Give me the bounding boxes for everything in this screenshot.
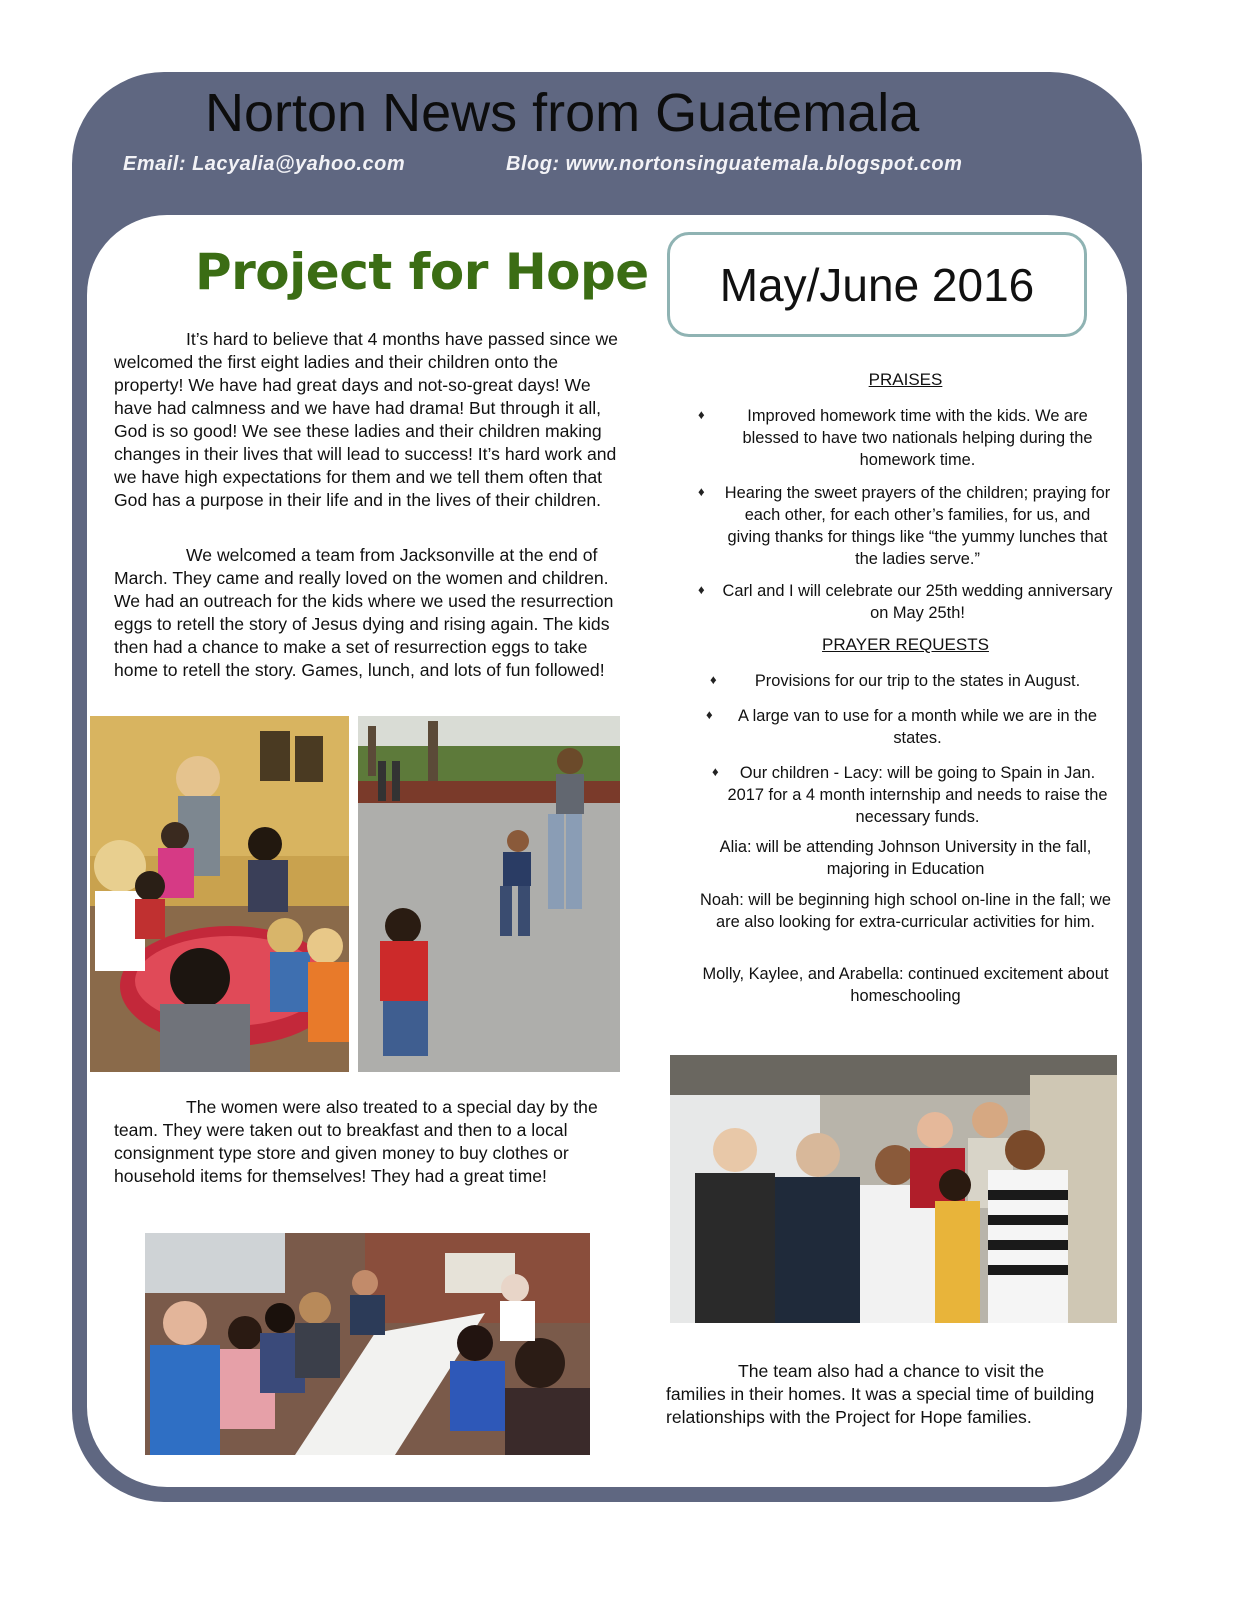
prayer-text: Our children - Lacy: will be going to Spain in Jan. 2017 for a 4 month internship and needs to raise the necessary funds. bbox=[727, 764, 1108, 826]
diamond-bullet-icon: ♦ bbox=[698, 484, 705, 499]
prayer-requests-heading: PRAYER REQUESTS bbox=[822, 635, 989, 654]
diamond-bullet-icon: ♦ bbox=[710, 672, 717, 687]
prayer-item bbox=[698, 762, 1113, 828]
team-paragraph bbox=[114, 544, 626, 682]
prayer-item bbox=[698, 705, 1113, 749]
family-note: Molly, Kaylee, and Arabella: continued excitement about homeschooling bbox=[702, 965, 1109, 1005]
praise-item bbox=[698, 405, 1113, 471]
women-text: The women were also treated to a special day by the team. They were taken out to breakfast and then to a local consignment type store and given money to buy clothes or household items for themselves! They had a great time! bbox=[114, 1097, 598, 1186]
family-note: Noah: will be beginning high school on-line in the fall; we are also looking for extra-curricular activities for him. bbox=[700, 891, 1111, 931]
praise-text: Carl and I will celebrate our 25th wedding anniversary on May 25th! bbox=[722, 582, 1113, 622]
team-text: We welcomed a team from Jacksonville at the end of March. They came and really loved on the women and children. We had an outreach for the kids where we used the resurrection eggs to retell the story of Jesus dying and rising again. The kids then had a chance to make a set of resurrection eggs to take home to retell the story. Games, lunch, and lots of fun followed! bbox=[114, 545, 614, 680]
praise-text: Improved homework time with the kids. We are blessed to have two nationals helping during the homework time. bbox=[742, 407, 1093, 469]
closing-text: The team also had a chance to visit the families in their homes. It was a special time of building relationships with the Project for Hope families. bbox=[666, 1361, 1095, 1427]
issue-date-box bbox=[667, 232, 1087, 337]
issue-date: May/June 2016 bbox=[719, 258, 1035, 311]
women-paragraph bbox=[114, 1096, 626, 1188]
diamond-bullet-icon: ♦ bbox=[712, 764, 719, 779]
diamond-bullet-icon: ♦ bbox=[698, 407, 705, 422]
praise-item bbox=[698, 580, 1113, 624]
email-line: Email: Lacyalia@yahoo.com bbox=[123, 153, 406, 175]
photo-breakfast bbox=[145, 1233, 590, 1455]
blog-line: Blog: www.nortonsinguatemala.blogspot.com bbox=[506, 153, 963, 175]
photo-group-portrait bbox=[670, 1055, 1117, 1323]
prayer-text: Provisions for our trip to the states in August. bbox=[754, 672, 1081, 690]
diamond-bullet-icon: ♦ bbox=[698, 582, 705, 597]
praise-item bbox=[698, 482, 1113, 570]
newsletter-title: Norton News from Guatemala bbox=[205, 83, 920, 143]
photo-outdoor-game bbox=[358, 716, 620, 1072]
photo-kids-crafts bbox=[90, 716, 349, 1072]
praises-heading: PRAISES bbox=[868, 370, 943, 389]
prayer-item bbox=[698, 670, 1113, 692]
family-note: Alia: will be attending Johnson University in the fall, majoring in Education bbox=[719, 838, 1092, 878]
diamond-bullet-icon: ♦ bbox=[706, 707, 713, 722]
intro-paragraph bbox=[114, 328, 626, 512]
praise-text: Hearing the sweet prayers of the children; praying for each other, for each other’s families, for us, and giving thanks for things like “the yummy lunches that the ladies serve.” bbox=[724, 484, 1111, 568]
closing-paragraph bbox=[666, 1360, 1106, 1429]
intro-text: It’s hard to believe that 4 months have passed since we welcomed the first eight ladies and their children onto the property! We have had great days and not-so-great days! We have had calmness and we have had drama! But through it all, God is so good! We see these ladies and their children making changes in their lives that will lead to success! It’s hard work and we have high expectations for them and we tell them often that God has a purpose in their life and in the lives of their children. bbox=[114, 329, 618, 510]
project-headline: Project for Hope bbox=[195, 243, 649, 301]
prayer-text: A large van to use for a month while we are in the states. bbox=[738, 707, 1097, 747]
